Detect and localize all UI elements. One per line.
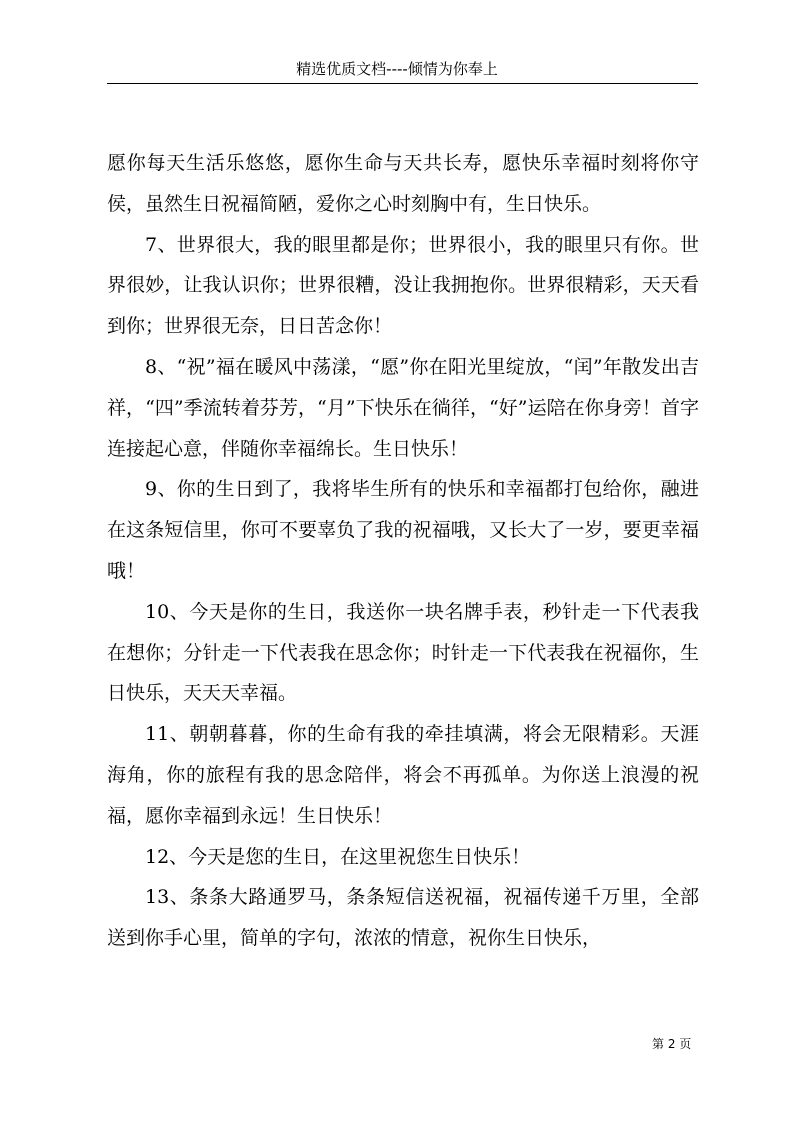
paragraph-wish-7: 7、世界很大，我的眼里都是你；世界很小，我的眼里只有你。世界很妙，让我认识你；世界很糟，没让我拥抱你。世界很精彩，天天看到你；世界很无奈，日日苦念你！ (107, 233, 699, 338)
paragraph-wish-12: 12、今天是您的生日，在这里祝您生日快乐！ (145, 845, 531, 868)
paragraph-wish-11: 11、朝朝暮暮，你的生命有我的牵挂填满，将会无限精彩。天涯海角，你的旅程有我的思念陪伴，将会不再孤单。为你送上浪漫的祝福，愿你幸福到永远！生日快乐！ (107, 723, 699, 827)
page-header: 精选优质文档----倾情为你奉上 (296, 60, 498, 78)
paragraph-wish-8: 8、“祝”福在暖风中荡漾，“愿”你在阳光里绽放，“闰”年散发出吉祥，“四”季流转着芬芳，“月”下快乐在徜徉，“好”运陪在你身旁！首字连接起心意，伴随你幸福绵长。生日快乐！ (107, 355, 699, 460)
paragraph-wish-10: 10、今天是你的生日，我送你一块名牌手表，秒针走一下代表我在想你；分针走一下代表我在思念你；时针走一下代表我在祝福你，生日快乐，天天天幸福。 (107, 600, 699, 705)
paragraph-wish-9: 9、你的生日到了，我将毕生所有的快乐和幸福都打包给你，融进在这条短信里，你可不要辜负了我的祝福哦，又长大了一岁，要更幸福哦！ (107, 478, 699, 582)
document-body (107, 143, 699, 959)
page-number: 第 2 页 (652, 1037, 692, 1051)
paragraph-continuation: 愿你每天生活乐悠悠，愿你生命与天共长寿，愿快乐幸福时刻将你守侯，虽然生日祝福简陋，爱你之心时刻胸中有，生日快乐。 (107, 152, 699, 215)
paragraph-wish-13: 13、条条大路通罗马，条条短信送祝福，祝福传递千万里，全部送到你手心里，简单的字句，浓浓的情意，祝你生日快乐， (107, 886, 699, 950)
header-divider (107, 83, 698, 84)
